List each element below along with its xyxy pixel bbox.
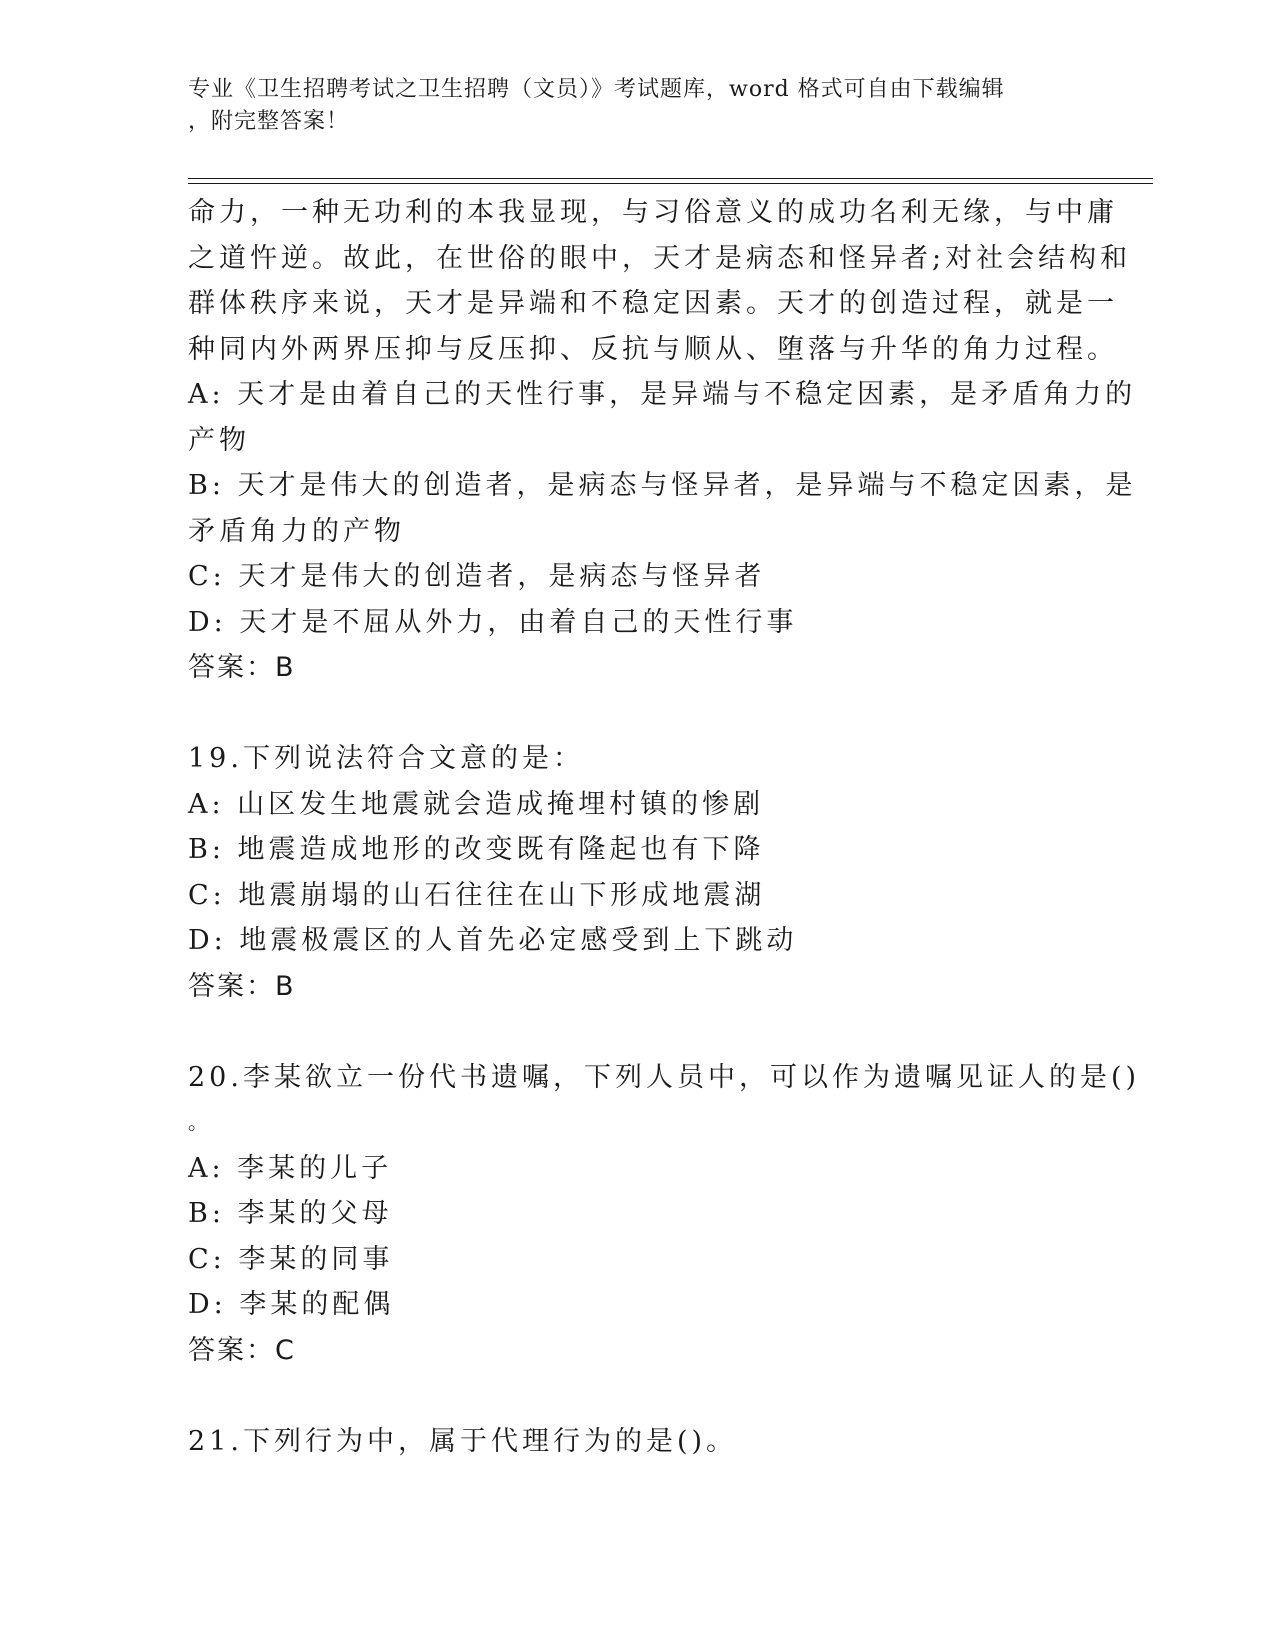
header-rule-bottom [188, 183, 1153, 184]
option-d: D: 天才是不屈从外力，由着自己的天性行事 [188, 606, 798, 638]
question-text-cont: 。 [188, 1110, 212, 1134]
spacer [188, 1009, 1088, 1055]
header-rule-top [188, 178, 1153, 179]
question-text: 21.下列行为中，属于代理行为的是()。 [188, 1425, 738, 1457]
option-a: A: 天才是由着自己的天性行事，是异端与不稳定因素，是矛盾角力的 [188, 379, 1137, 410]
question-19 [188, 736, 1088, 1009]
answer: 答案：B [188, 970, 296, 1002]
question-text: 20.李某欲立一份代书遗嘱，下列人员中，可以作为遗嘱见证人的是() [188, 1061, 1141, 1093]
question-21 [188, 1419, 1088, 1465]
question-18 [188, 190, 1137, 691]
header-line-1: 专业《卫生招聘考试之卫生招聘（文员）》考试题库，word 格式可自由下载编辑 [188, 77, 1005, 102]
spacer [188, 1373, 1088, 1419]
option-a: A: 山区发生地震就会造成掩埋村镇的惨剧 [188, 788, 765, 820]
question-20 [188, 1055, 1141, 1374]
passage-line: 种同内外两界压抑与反压抑、反抗与顺从、堕落与升华的角力过程。 [188, 333, 1118, 365]
passage-line: 群体秩序来说，天才是异端和不稳定因素。天才的创造过程，就是一 [188, 288, 1118, 319]
document-body [188, 190, 1141, 1464]
option-d: D: 李某的配偶 [188, 1289, 395, 1320]
option-d: D: 地震极震区的人首先必定感受到上下跳动 [188, 925, 798, 956]
question-text: 19.下列说法符合文意的是： [188, 743, 584, 774]
option-b-cont: 矛盾角力的产物 [188, 515, 405, 547]
passage-line: 之道忤逆。故此，在世俗的眼中，天才是病态和怪异者;对社会结构和 [188, 242, 1132, 274]
option-a-cont: 产物 [188, 424, 250, 456]
passage-line: 命力，一种无功利的本我显现，与习俗意义的成功名利无缘，与中庸 [188, 197, 1118, 228]
option-c: C: 地震崩塌的山石往往在山下形成地震湖 [188, 879, 766, 911]
spacer [188, 691, 1088, 737]
option-a: A: 李某的儿子 [188, 1152, 393, 1184]
option-b: B: 李某的父母 [188, 1198, 393, 1229]
answer: 答案：C [188, 1334, 296, 1366]
option-c: C: 天才是伟大的创造者，是病态与怪异者 [188, 561, 766, 592]
answer: 答案：B [188, 652, 296, 683]
document-header [188, 74, 1068, 138]
option-b: B: 地震造成地形的改变既有隆起也有下降 [188, 834, 765, 865]
header-line-2: ，附完整答案！ [188, 109, 350, 134]
option-c: C: 李某的同事 [188, 1243, 394, 1275]
option-b: B: 天才是伟大的创造者，是病态与怪异者，是异端与不稳定因素，是 [188, 470, 1137, 501]
